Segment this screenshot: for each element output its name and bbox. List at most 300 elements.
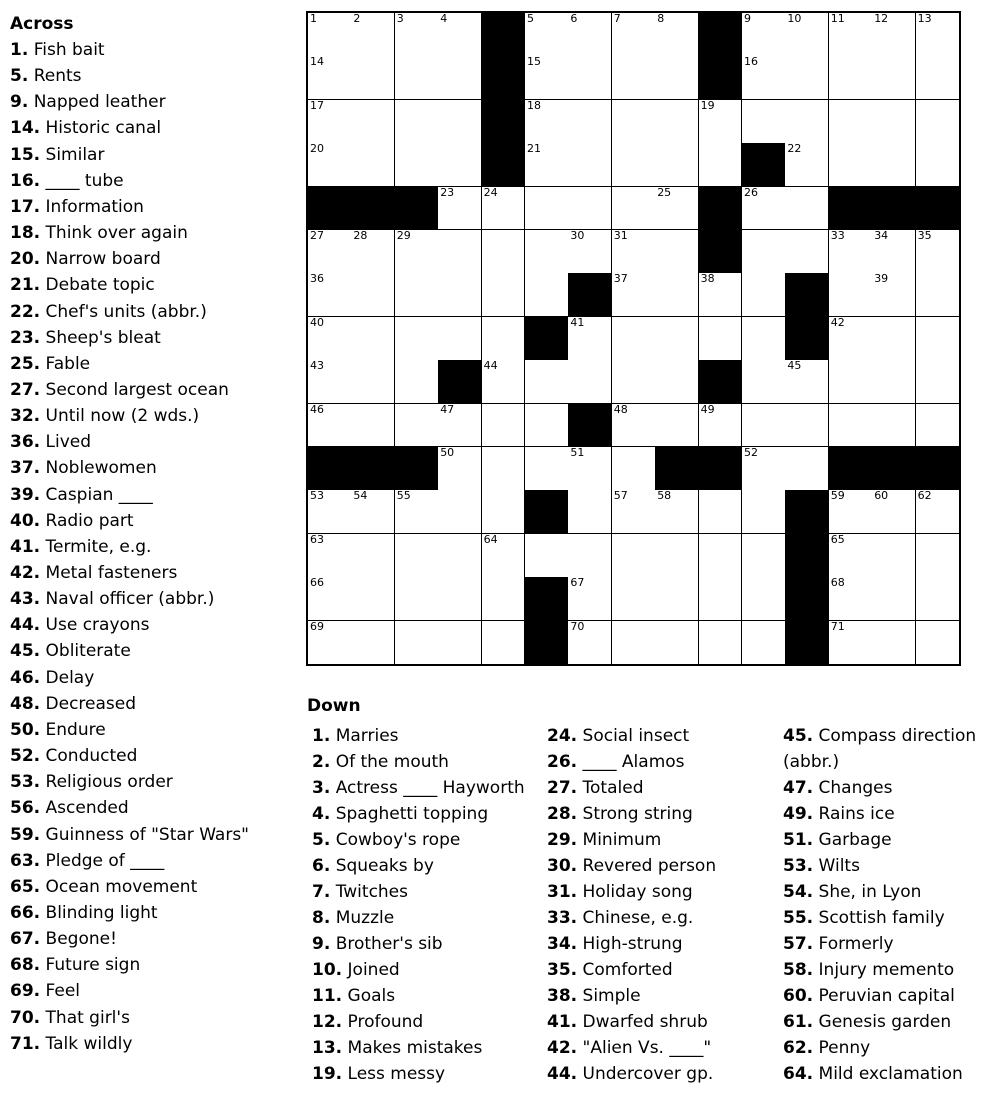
clue-text: Dwarfed shrub: [577, 1012, 708, 1032]
clue-text: Changes: [813, 778, 893, 798]
grid-cell[interactable]: [785, 143, 829, 187]
black-square: [872, 187, 916, 231]
grid-cell[interactable]: [742, 230, 786, 274]
grid-cell[interactable]: [438, 621, 482, 665]
black-square: [742, 143, 786, 187]
grid-cell[interactable]: [308, 273, 352, 317]
grid-cell[interactable]: [612, 360, 656, 404]
clue-text: Of the mouth: [330, 752, 449, 772]
grid-cell[interactable]: [699, 621, 743, 665]
clue-text: "Alien Vs. ____": [577, 1038, 712, 1058]
clue-number: 32.: [10, 406, 41, 427]
grid-cell[interactable]: [655, 13, 699, 57]
grid-cell[interactable]: [829, 143, 873, 187]
grid-cell[interactable]: [568, 447, 612, 491]
grid-cell[interactable]: [785, 447, 829, 491]
grid-cell[interactable]: [916, 273, 960, 317]
cell-number: 12: [874, 12, 889, 25]
grid-cell[interactable]: [655, 490, 699, 534]
clue-number: 43.: [10, 589, 41, 610]
grid-cell[interactable]: [612, 230, 656, 274]
clue-number: 42.: [10, 563, 41, 583]
grid-cell[interactable]: [829, 490, 873, 534]
clue-text: Revered person: [577, 856, 717, 876]
grid-cell[interactable]: [568, 13, 612, 57]
clue-number: 52.: [10, 746, 41, 767]
clue-number: 59.: [10, 824, 41, 845]
grid-cell[interactable]: [351, 534, 395, 578]
grid-cell[interactable]: [699, 100, 743, 144]
grid-cell[interactable]: [829, 621, 873, 665]
grid-cell[interactable]: [872, 490, 916, 534]
clue-number: 29.: [547, 830, 578, 850]
grid-cell[interactable]: [438, 187, 482, 231]
clue-text: Mild exclamation: [813, 1064, 963, 1084]
cell-number: 67: [570, 576, 585, 590]
across-clue-27: [10, 380, 229, 400]
grid-cell[interactable]: [916, 143, 960, 187]
grid-cell[interactable]: [742, 13, 786, 57]
grid-cell[interactable]: [612, 143, 656, 187]
grid-cell[interactable]: [742, 100, 786, 144]
grid-cell[interactable]: [525, 534, 569, 578]
grid-cell[interactable]: [395, 534, 439, 578]
grid-cell[interactable]: [482, 273, 526, 317]
grid-cell[interactable]: [829, 13, 873, 57]
cell-number: 17: [310, 98, 324, 112]
grid-cell[interactable]: [699, 534, 743, 578]
grid-cell[interactable]: [482, 187, 526, 231]
clue-text: Social insect: [577, 726, 690, 746]
black-square: [482, 56, 526, 100]
grid-cell[interactable]: [308, 56, 352, 100]
down-clue-7: [312, 882, 408, 902]
grid-cell[interactable]: [568, 317, 612, 361]
grid-cell[interactable]: [568, 490, 612, 534]
grid-cell[interactable]: [438, 490, 482, 534]
black-square: [829, 187, 873, 231]
grid-cell[interactable]: [438, 230, 482, 274]
cell-number: 59: [830, 489, 845, 503]
across-clue-45: [10, 641, 131, 661]
grid-cell[interactable]: [612, 317, 656, 361]
grid-cell[interactable]: [872, 360, 916, 404]
grid-cell[interactable]: [482, 404, 526, 448]
black-square: [785, 490, 829, 534]
grid-cell[interactable]: [482, 360, 526, 404]
black-square: [525, 621, 569, 665]
grid-cell[interactable]: [395, 56, 439, 100]
grid-cell[interactable]: [568, 534, 612, 578]
grid-cell[interactable]: [351, 56, 395, 100]
grid-cell[interactable]: [742, 577, 786, 621]
grid-cell[interactable]: [351, 317, 395, 361]
clue-text: Genesis garden: [813, 1012, 952, 1032]
grid-cell[interactable]: [438, 447, 482, 491]
down-clue-10: [312, 960, 400, 980]
grid-cell[interactable]: [829, 404, 873, 448]
cell-number: 21: [527, 142, 541, 156]
clue-text: Endure: [40, 719, 106, 740]
grid-cell[interactable]: [785, 56, 829, 100]
grid-cell[interactable]: [655, 230, 699, 274]
clue-number: 46.: [10, 667, 41, 688]
grid-cell[interactable]: [872, 317, 916, 361]
black-square: [308, 447, 352, 491]
cell-number: 22: [787, 142, 802, 156]
grid-cell[interactable]: [395, 577, 439, 621]
black-square: [482, 143, 526, 187]
grid-cell[interactable]: [872, 273, 916, 317]
clue-number: 40.: [10, 510, 41, 531]
grid-cell[interactable]: [438, 100, 482, 144]
clue-text: Rents: [28, 66, 82, 87]
grid-cell[interactable]: [916, 490, 960, 534]
grid-cell[interactable]: [438, 56, 482, 100]
grid-cell[interactable]: [872, 621, 916, 665]
grid-cell[interactable]: [612, 621, 656, 665]
grid-cell[interactable]: [395, 230, 439, 274]
clue-text: Metal fasteners: [40, 563, 178, 583]
clue-number: 55.: [783, 908, 814, 928]
across-clue-23: [10, 328, 161, 348]
down-clue-57: [783, 934, 894, 954]
grid-cell[interactable]: [438, 577, 482, 621]
grid-cell[interactable]: [482, 490, 526, 534]
grid-cell[interactable]: [655, 534, 699, 578]
cell-number: 57: [613, 489, 628, 503]
grid-cell[interactable]: [308, 230, 352, 274]
clue-number: 28.: [547, 804, 578, 824]
grid-cell[interactable]: [829, 317, 873, 361]
grid-cell[interactable]: [872, 143, 916, 187]
grid-cell[interactable]: [438, 13, 482, 57]
grid-cell[interactable]: [438, 317, 482, 361]
grid-cell[interactable]: [525, 100, 569, 144]
grid-cell[interactable]: [699, 577, 743, 621]
grid-cell[interactable]: [351, 621, 395, 665]
grid-cell[interactable]: [395, 360, 439, 404]
cell-number: 16: [744, 55, 758, 69]
clue-number: 8.: [312, 908, 331, 928]
grid-cell[interactable]: [308, 13, 352, 57]
grid-cell[interactable]: [568, 187, 612, 231]
grid-cell[interactable]: [351, 13, 395, 57]
clue-text: Undercover gp.: [577, 1064, 714, 1084]
black-square: [482, 100, 526, 144]
grid-cell[interactable]: [655, 100, 699, 144]
grid-cell[interactable]: [308, 143, 352, 187]
clue-text: ____ tube: [40, 170, 124, 191]
grid-cell[interactable]: [742, 534, 786, 578]
grid-cell[interactable]: [872, 56, 916, 100]
grid-cell[interactable]: [612, 13, 656, 57]
clue-number: 44.: [547, 1064, 578, 1084]
across-clue-59: [10, 825, 249, 845]
grid-cell[interactable]: [916, 621, 960, 665]
clue-text: Fable: [40, 353, 91, 374]
grid-cell[interactable]: [568, 230, 612, 274]
grid-cell[interactable]: [829, 230, 873, 274]
clue-number: 1.: [312, 726, 331, 746]
cell-number: 18: [527, 98, 541, 112]
grid-cell[interactable]: [525, 273, 569, 317]
grid-cell[interactable]: [395, 317, 439, 361]
cell-number: 52: [744, 446, 758, 459]
grid-cell[interactable]: [742, 404, 786, 448]
grid-cell[interactable]: [742, 360, 786, 404]
grid-cell[interactable]: [655, 404, 699, 448]
clue-text: Goals: [342, 986, 396, 1006]
across-clue-32: [10, 406, 199, 426]
grid-cell[interactable]: [655, 273, 699, 317]
grid-cell[interactable]: [655, 621, 699, 665]
across-clue-42: [10, 563, 177, 583]
grid-cell[interactable]: [525, 13, 569, 57]
grid-cell[interactable]: [395, 621, 439, 665]
grid-cell[interactable]: [351, 360, 395, 404]
grid-cell[interactable]: [308, 534, 352, 578]
grid-cell[interactable]: [785, 360, 829, 404]
grid-cell[interactable]: [438, 534, 482, 578]
grid-cell[interactable]: [525, 56, 569, 100]
grid-cell[interactable]: [525, 360, 569, 404]
across-clue-16: [10, 171, 124, 191]
grid-cell[interactable]: [785, 100, 829, 144]
cell-number: 44: [483, 359, 498, 373]
black-square: [699, 13, 743, 57]
grid-cell[interactable]: [655, 360, 699, 404]
grid-cell[interactable]: [916, 100, 960, 144]
cell-number: 19: [700, 98, 715, 112]
clue-number: 31.: [547, 882, 578, 902]
grid-cell[interactable]: [872, 404, 916, 448]
grid-cell[interactable]: [742, 273, 786, 317]
grid-cell[interactable]: [568, 577, 612, 621]
across-clue-56: [10, 798, 129, 818]
black-square: [351, 447, 395, 491]
down-clue-51: [783, 830, 892, 850]
clue-number: 23.: [10, 327, 41, 348]
clue-text: Twitches: [330, 882, 409, 902]
black-square: [699, 360, 743, 404]
grid-cell[interactable]: [308, 360, 352, 404]
grid-cell[interactable]: [351, 273, 395, 317]
clue-text: Actress ____ Hayworth: [330, 778, 525, 798]
grid-cell[interactable]: [699, 143, 743, 187]
across-clue-25: [10, 354, 90, 374]
grid-cell[interactable]: [568, 100, 612, 144]
grid-cell[interactable]: [438, 404, 482, 448]
grid-cell[interactable]: [612, 273, 656, 317]
across-clue-39: [10, 485, 153, 505]
grid-cell[interactable]: [742, 187, 786, 231]
grid-cell[interactable]: [525, 143, 569, 187]
down-clue-41: [547, 1012, 708, 1032]
down-clue-60: [783, 986, 955, 1006]
cell-number: 62: [917, 489, 932, 503]
grid-cell[interactable]: [438, 273, 482, 317]
grid-cell[interactable]: [482, 317, 526, 361]
cell-number: 9: [744, 12, 751, 25]
grid-cell[interactable]: [612, 404, 656, 448]
grid-cell[interactable]: [655, 187, 699, 231]
black-square: [916, 447, 960, 491]
down-clue-4: [312, 804, 488, 824]
across-clue-1: [10, 40, 105, 60]
grid-cell[interactable]: [742, 621, 786, 665]
clue-text: Marries: [330, 726, 399, 746]
down-clue-31: [547, 882, 693, 902]
grid-cell[interactable]: [612, 447, 656, 491]
grid-cell[interactable]: [568, 56, 612, 100]
grid-cell[interactable]: [351, 577, 395, 621]
cell-number: 71: [830, 619, 845, 633]
black-square: [395, 187, 439, 231]
grid-cell[interactable]: [525, 187, 569, 231]
grid-cell[interactable]: [916, 13, 960, 57]
grid-cell[interactable]: [785, 404, 829, 448]
down-clue-27: [547, 778, 643, 798]
grid-cell[interactable]: [612, 490, 656, 534]
grid-cell[interactable]: [785, 13, 829, 57]
grid-cell[interactable]: [525, 404, 569, 448]
clue-text: Chinese, e.g.: [577, 908, 694, 928]
grid-cell[interactable]: [916, 534, 960, 578]
grid-cell[interactable]: [612, 577, 656, 621]
grid-cell[interactable]: [568, 143, 612, 187]
grid-cell[interactable]: [916, 56, 960, 100]
grid-cell[interactable]: [308, 317, 352, 361]
grid-cell[interactable]: [308, 100, 352, 144]
grid-cell[interactable]: [395, 490, 439, 534]
grid-cell[interactable]: [829, 100, 873, 144]
clue-number: 26.: [547, 752, 578, 772]
grid-cell[interactable]: [916, 317, 960, 361]
clue-number: 44.: [10, 615, 41, 636]
clue-text: Blinding light: [40, 902, 158, 923]
grid-cell[interactable]: [829, 273, 873, 317]
grid-cell[interactable]: [568, 360, 612, 404]
grid-cell[interactable]: [395, 273, 439, 317]
cell-number: 24: [483, 185, 498, 199]
cell-number: 10: [787, 12, 802, 25]
clue-text: Garbage: [813, 830, 892, 850]
grid-cell[interactable]: [308, 621, 352, 665]
grid-cell[interactable]: [829, 360, 873, 404]
down-clue-47: [783, 778, 892, 798]
grid-cell[interactable]: [568, 621, 612, 665]
grid-cell[interactable]: [351, 230, 395, 274]
clue-number: 70.: [10, 1007, 41, 1028]
down-clue-6: [312, 856, 434, 876]
grid-cell[interactable]: [829, 56, 873, 100]
cell-number: 40: [310, 315, 324, 329]
across-clue-48: [10, 694, 136, 714]
across-clue-14: [10, 118, 161, 138]
clue-number: 25.: [10, 353, 41, 374]
grid-cell[interactable]: [351, 404, 395, 448]
grid-cell[interactable]: [351, 100, 395, 144]
grid-cell[interactable]: [482, 534, 526, 578]
grid-cell[interactable]: [655, 317, 699, 361]
down-clue-24: [547, 726, 689, 746]
grid-cell[interactable]: [612, 56, 656, 100]
grid-cell[interactable]: [699, 273, 743, 317]
grid-cell[interactable]: [872, 230, 916, 274]
grid-cell[interactable]: [872, 534, 916, 578]
clue-number: 24.: [547, 726, 578, 746]
grid-cell[interactable]: [916, 230, 960, 274]
across-clue-52: [10, 746, 137, 766]
grid-cell[interactable]: [916, 577, 960, 621]
grid-cell[interactable]: [308, 404, 352, 448]
grid-cell[interactable]: [742, 447, 786, 491]
grid-cell[interactable]: [482, 447, 526, 491]
grid-cell[interactable]: [395, 100, 439, 144]
across-clue-37: [10, 458, 157, 478]
grid-cell[interactable]: [829, 577, 873, 621]
grid-cell[interactable]: [699, 317, 743, 361]
clue-number: 4.: [312, 804, 331, 824]
grid-cell[interactable]: [699, 404, 743, 448]
grid-cell[interactable]: [308, 577, 352, 621]
clue-text: ____ Alamos: [577, 752, 685, 772]
grid-cell[interactable]: [612, 534, 656, 578]
grid-cell[interactable]: [395, 404, 439, 448]
grid-cell[interactable]: [785, 230, 829, 274]
grid-cell[interactable]: [872, 100, 916, 144]
black-square: [829, 447, 873, 491]
grid-cell[interactable]: [916, 404, 960, 448]
clue-text: Feel: [40, 981, 81, 1002]
grid-cell[interactable]: [351, 143, 395, 187]
cell-number: 64: [483, 532, 498, 546]
clue-number: 12.: [312, 1012, 343, 1032]
clue-text: Scottish family: [813, 908, 945, 928]
grid-cell[interactable]: [655, 577, 699, 621]
grid-cell[interactable]: [612, 100, 656, 144]
grid-cell[interactable]: [438, 143, 482, 187]
grid-cell[interactable]: [612, 187, 656, 231]
grid-cell[interactable]: [742, 317, 786, 361]
cell-number: 11: [830, 12, 845, 25]
grid-cell[interactable]: [655, 56, 699, 100]
grid-cell[interactable]: [872, 13, 916, 57]
grid-cell[interactable]: [829, 534, 873, 578]
grid-cell[interactable]: [482, 621, 526, 665]
grid-cell[interactable]: [395, 13, 439, 57]
grid-cell[interactable]: [916, 360, 960, 404]
grid-cell[interactable]: [482, 577, 526, 621]
clue-number: 13.: [312, 1038, 343, 1058]
grid-cell[interactable]: [395, 143, 439, 187]
grid-cell[interactable]: [655, 143, 699, 187]
grid-cell[interactable]: [525, 447, 569, 491]
clue-text: Formerly: [813, 934, 894, 954]
grid-cell[interactable]: [742, 56, 786, 100]
grid-cell[interactable]: [785, 187, 829, 231]
down-clue-33: [547, 908, 693, 928]
grid-cell[interactable]: [351, 490, 395, 534]
grid-cell[interactable]: [525, 230, 569, 274]
grid-cell[interactable]: [872, 577, 916, 621]
down-clue-11: [312, 986, 395, 1006]
grid-cell[interactable]: [482, 230, 526, 274]
grid-cell[interactable]: [742, 490, 786, 534]
grid-cell[interactable]: [699, 490, 743, 534]
grid-cell[interactable]: [308, 490, 352, 534]
